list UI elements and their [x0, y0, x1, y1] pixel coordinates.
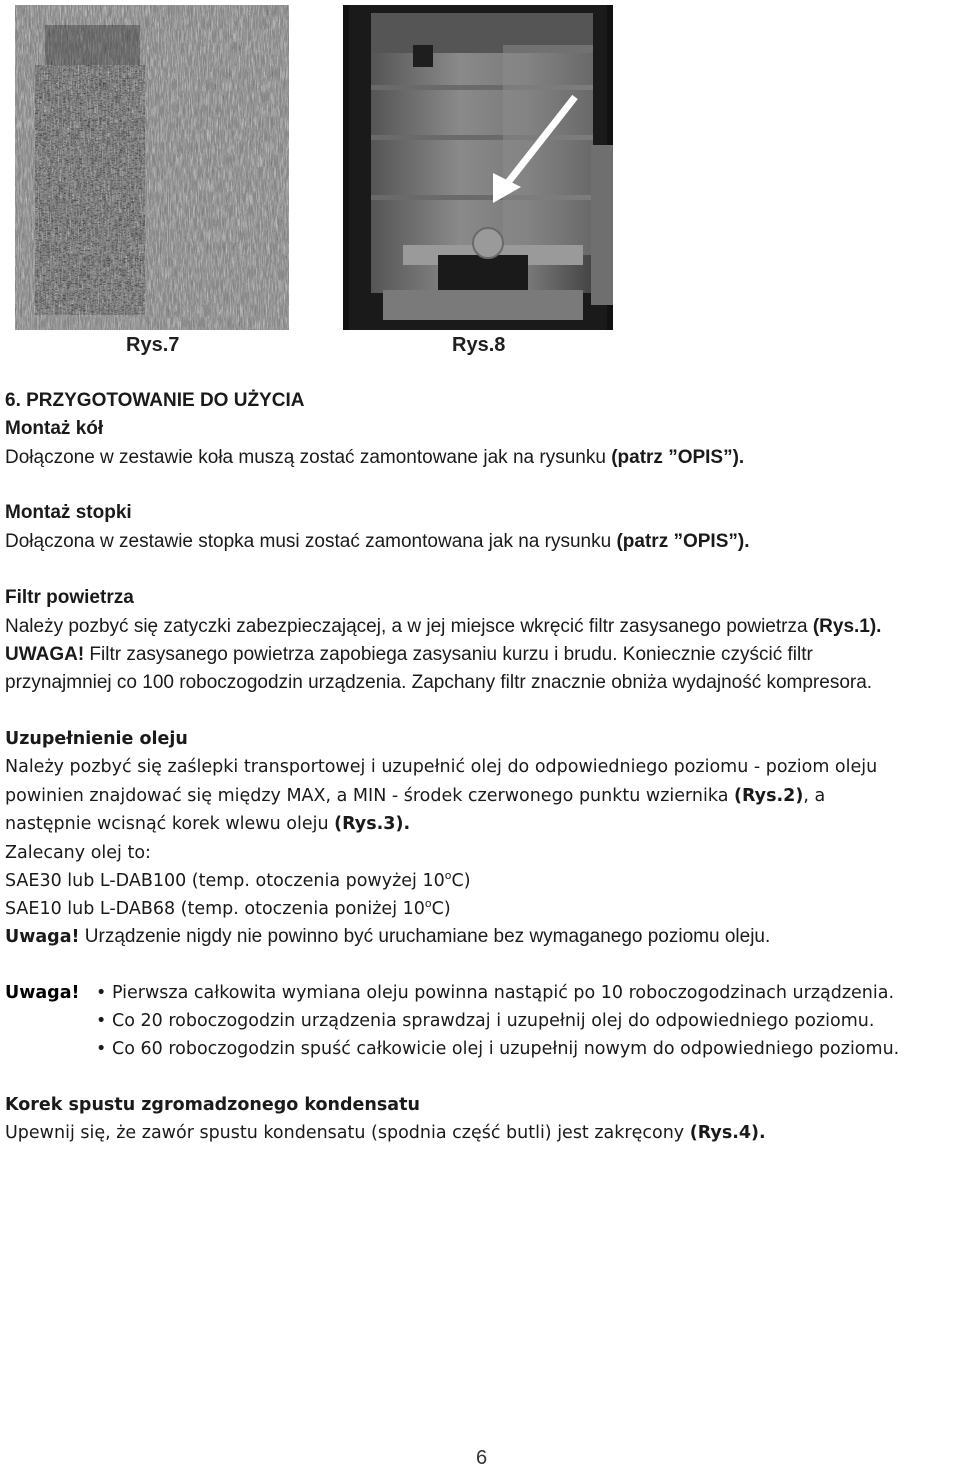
- figure-7-caption: Rys.7: [126, 334, 180, 356]
- oil-recommended: Zalecany olej to:: [5, 843, 151, 863]
- notes-label: Uwaga!: [5, 983, 80, 1003]
- list-item: • Co 60 roboczogodzin spuść całkowicie olej i uzupełnij nowym do odpowiedniego poziomu.: [96, 1039, 900, 1059]
- list-item: • Co 20 roboczogodzin urządzenia sprawdzaj i uzupełnij olej do odpowiedniego poziomu.: [96, 1011, 875, 1031]
- section-title: 6. PRZYGOTOWANIE DO UŻYCIA: [5, 390, 305, 411]
- oil-text-1: Należy pozbyć się zaślepki transportowej i uzupełnić olej do odpowiedniego poziomu - poziom oleju: [5, 757, 878, 777]
- foot-text: Dołączona w zestawie stopka musi zostać zamontowana jak na rysunku (patrz ”OPIS”).: [5, 531, 750, 552]
- air-filter-text-3: przynajmniej co 100 roboczogodzin urządzenia. Zapchany filtr znacznie obniża wydajność kompresora.: [5, 672, 873, 693]
- oil-option-1: SAE30 lub L-DAB100 (temp. otoczenia powyżej 10$^o$C): [5, 869, 471, 891]
- air-filter-heading: Filtr powietrza: [5, 587, 134, 608]
- figure-8-caption: Rys.8: [452, 334, 506, 356]
- wheels-heading: Montaż kół: [5, 418, 104, 439]
- oil-text-2: powinien znajdować się między MAX, a MIN - środek czerwonego punktu wziernika (Rys.2), a: [5, 786, 826, 806]
- oil-option-2: SAE10 lub L-DAB68 (temp. otoczenia poniżej 10$^o$C): [5, 897, 451, 919]
- oil-text-3: następnie wcisnąć korek wlewu oleju (Rys.3).: [5, 814, 411, 834]
- figure-8-photo: [343, 5, 613, 330]
- oil-warning: Uwaga! Urządzenie nigdy nie powinno być uruchamiane bez wymaganego poziomu oleju.: [5, 926, 771, 947]
- condensate-heading: Korek spustu zgromadzonego kondensatu: [5, 1095, 420, 1115]
- foot-heading: Montaż stopki: [5, 502, 132, 523]
- figure-7-photo: [15, 5, 289, 330]
- page-number: 6: [476, 1447, 488, 1469]
- list-item: • Pierwsza całkowita wymiana oleju powinna nastąpić po 10 roboczogodzinach urządzenia.: [96, 983, 895, 1003]
- air-filter-warning: UWAGA! Filtr zasysanego powietrza zapobiega zasysaniu kurzu i brudu. Koniecznie czyścić filtr: [5, 644, 813, 665]
- oil-heading: Uzupełnienie oleju: [5, 729, 188, 749]
- condensate-text: Upewnij się, że zawór spustu kondensatu (spodnia część butli) jest zakręcony (Rys.4).: [5, 1123, 766, 1143]
- wheels-text: Dołączone w zestawie koła muszą zostać zamontowane jak na rysunku (patrz ”OPIS”).: [5, 447, 745, 468]
- air-filter-text-1: Należy pozbyć się zatyczki zabezpieczającej, a w jej miejsce wkręcić filtr zasysanego powietrza (Rys.1).: [5, 616, 882, 637]
